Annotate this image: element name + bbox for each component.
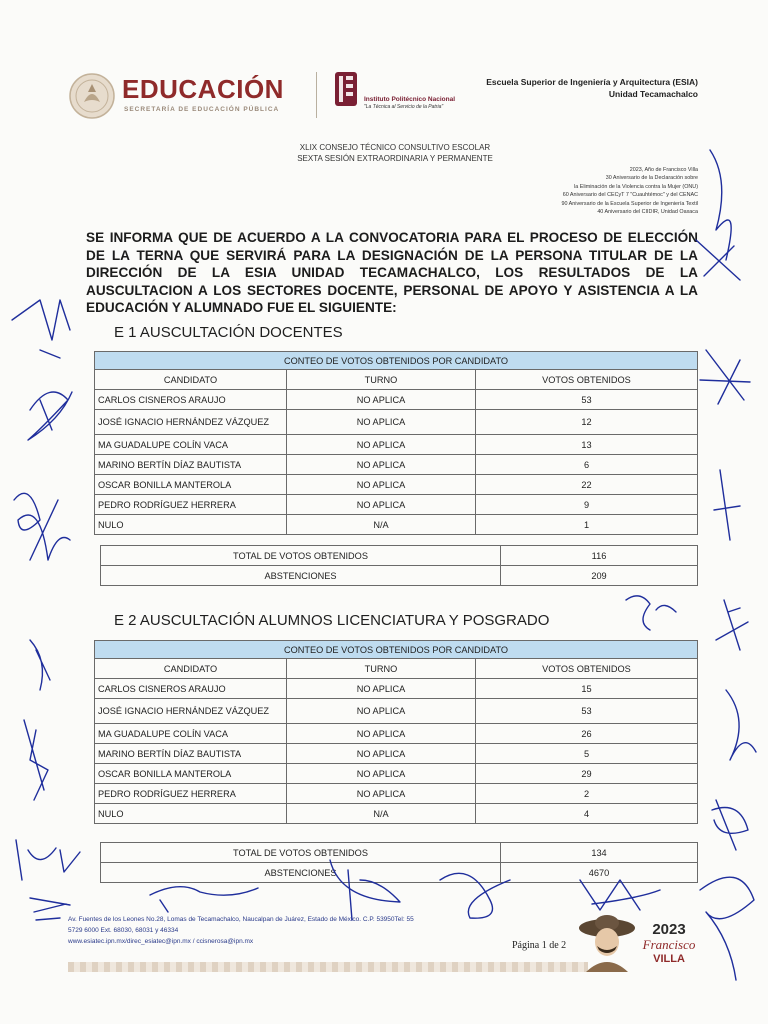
- footer-phone: 5729 6000 Ext. 68030, 68031 y 46334: [68, 927, 179, 934]
- table-row: [95, 390, 698, 410]
- signature: [726, 690, 756, 760]
- signature: [12, 300, 70, 358]
- turno-cell: NO APLICA: [287, 495, 476, 515]
- commemoration-line: la Eliminación de la Violencia contra la Mujer (ONU): [574, 183, 698, 190]
- total-value: 116: [501, 546, 698, 566]
- year-2023-francisco-villa-logo: [636, 918, 702, 972]
- signature: [700, 350, 750, 404]
- turno-cell: NO APLICA: [287, 475, 476, 495]
- votes-cell: 1: [476, 515, 698, 535]
- commemoration-line: 2023, Año de Francisco Villa: [629, 167, 698, 173]
- column-header: VOTOS OBTENIDOS: [476, 659, 698, 679]
- turno-cell: NO APLICA: [287, 699, 476, 724]
- total-row: [101, 843, 698, 863]
- ministry-name: EDUCACIÓN: [122, 74, 284, 104]
- commemoration-line: 40 Aniversario del CIIDIR, Unidad Oaxaca: [597, 209, 698, 216]
- abstentions-row: [101, 566, 698, 586]
- candidate-name: MA GUADALUPE COLÍN VACA: [95, 724, 287, 744]
- section-title-alumnos: E 2 AUSCULTACIÓN ALUMNOS LICENCIATURA Y POSGRADO: [114, 612, 550, 629]
- logo-year: 2023: [652, 921, 686, 938]
- votes-cell: 26: [476, 724, 698, 744]
- total-label: TOTAL DE VOTOS OBTENIDOS: [101, 546, 501, 566]
- footer-emails[interactable]: www.esiatec.ipn.mx/direc_esiatec@ipn.mx / ccisnerosa@ipn.mx: [68, 938, 254, 945]
- abstentions-value: 209: [501, 566, 698, 586]
- column-header: CANDIDATO: [95, 659, 287, 679]
- candidate-name: CARLOS CISNEROS ARAUJO: [95, 390, 287, 410]
- candidate-name: MARINO BERTÍN DÍAZ BAUTISTA: [95, 455, 287, 475]
- table-row: [95, 435, 698, 455]
- page-number: Página 1 de 2: [512, 940, 567, 951]
- signature: [580, 880, 660, 910]
- footer-address: Av. Fuentes de los Leones No.28, Lomas de Tecamachalco, Naucalpan de Juárez, Estado de México. C.P. 53950Tel: 55: [68, 916, 414, 923]
- signature: [696, 240, 740, 280]
- logo-name-2: VILLA: [653, 953, 685, 965]
- column-header: TURNO: [287, 370, 476, 390]
- votes-cell: 2: [476, 784, 698, 804]
- table-row: [95, 515, 698, 535]
- column-header: TURNO: [287, 659, 476, 679]
- table-caption: CONTEO DE VOTOS OBTENIDOS POR CANDIDATO: [95, 352, 698, 370]
- turno-cell: NO APLICA: [287, 784, 476, 804]
- francisco-villa-portrait-icon: [578, 912, 636, 972]
- candidate-name: PEDRO RODRÍGUEZ HERRERA: [95, 784, 287, 804]
- abstentions-label: ABSTENCIONES: [101, 863, 501, 883]
- footer-ornament-band: [68, 962, 588, 972]
- signature: [626, 596, 676, 630]
- total-label: TOTAL DE VOTOS OBTENIDOS: [101, 843, 501, 863]
- votes-cell: 29: [476, 764, 698, 784]
- table-row: [95, 764, 698, 784]
- turno-cell: NO APLICA: [287, 390, 476, 410]
- column-header: CANDIDATO: [95, 370, 287, 390]
- signature: [30, 898, 70, 920]
- school-unit: Unidad Tecamachalco: [608, 89, 698, 99]
- session-title: SEXTA SESIÓN EXTRAORDINARIA Y PERMANENTE: [297, 154, 493, 163]
- abstentions-row: [101, 863, 698, 883]
- candidate-name: OSCAR BONILLA MANTEROLA: [95, 475, 287, 495]
- table-header-row: [95, 370, 698, 390]
- turno-cell: N/A: [287, 515, 476, 535]
- table-header-row: [95, 659, 698, 679]
- signature: [700, 877, 754, 980]
- signature: [712, 800, 748, 850]
- votes-cell: 53: [476, 699, 698, 724]
- signature: [716, 600, 748, 650]
- logo-name-1: Francisco: [642, 937, 696, 952]
- table-row: [95, 495, 698, 515]
- table-row: [95, 455, 698, 475]
- votes-cell: 13: [476, 435, 698, 455]
- mexico-coat-of-arms-icon: [68, 72, 116, 120]
- institute-motto: "La Técnica al Servicio de la Patria": [364, 104, 444, 110]
- table-row: [95, 724, 698, 744]
- commemoration-line: 60 Aniversario del CECyT 7 "Cuauhtémoc" y del CENAC: [562, 192, 698, 199]
- votes-cell: 22: [476, 475, 698, 495]
- total-row: [101, 546, 698, 566]
- commemorations: [460, 166, 698, 216]
- institute-name: Instituto Politécnico Nacional: [364, 96, 456, 103]
- votes-cell: 6: [476, 455, 698, 475]
- votes-cell: 9: [476, 495, 698, 515]
- table-row: [95, 410, 698, 435]
- signature: [28, 392, 72, 440]
- column-header: VOTOS OBTENIDOS: [476, 370, 698, 390]
- turno-cell: NO APLICA: [287, 724, 476, 744]
- abstentions-value: 4670: [501, 863, 698, 883]
- votes-table-alumnos: [94, 640, 698, 824]
- table-caption: CONTEO DE VOTOS OBTENIDOS POR CANDIDATO: [95, 641, 698, 659]
- ministry-subtitle: SECRETARÍA DE EDUCACIÓN PÚBLICA: [124, 106, 280, 113]
- votes-cell: 12: [476, 410, 698, 435]
- commemoration-line: 90 Aniversario de la Escuela Superior de Ingeniería Textil: [561, 200, 698, 207]
- signature: [714, 470, 740, 540]
- votes-cell: 5: [476, 744, 698, 764]
- table-row: [95, 679, 698, 699]
- table-row: [95, 784, 698, 804]
- candidate-name: MA GUADALUPE COLÍN VACA: [95, 435, 287, 455]
- commemoration-line: 30 Aniversario de la Declaración sobre: [605, 175, 698, 182]
- council-title: XLIX CONSEJO TÉCNICO CONSULTIVO ESCOLAR: [299, 143, 491, 152]
- signature: [150, 887, 258, 912]
- candidate-name: MARINO BERTÍN DÍAZ BAUTISTA: [95, 744, 287, 764]
- turno-cell: N/A: [287, 804, 476, 824]
- table-row: [95, 475, 698, 495]
- table-caption-row: [95, 352, 698, 370]
- candidate-name: NULO: [95, 515, 287, 535]
- candidate-name: OSCAR BONILLA MANTEROLA: [95, 764, 287, 784]
- candidate-name: JOSÉ IGNACIO HERNÁNDEZ VÁZQUEZ: [95, 410, 287, 435]
- signature: [16, 840, 80, 880]
- signature: [710, 150, 731, 260]
- votes-cell: 53: [476, 390, 698, 410]
- section-title-docentes: E 1 AUSCULTACIÓN DOCENTES: [114, 324, 343, 341]
- candidate-name: PEDRO RODRÍGUEZ HERRERA: [95, 495, 287, 515]
- candidate-name: JOSÉ IGNACIO HERNÁNDEZ VÁZQUEZ: [95, 699, 287, 724]
- table-row: [95, 744, 698, 764]
- votes-table-docentes: [94, 351, 698, 535]
- totals-table-alumnos: [100, 842, 698, 883]
- turno-cell: NO APLICA: [287, 764, 476, 784]
- table-row: [95, 804, 698, 824]
- candidate-name: CARLOS CISNEROS ARAUJO: [95, 679, 287, 699]
- signature: [30, 640, 50, 690]
- votes-cell: 15: [476, 679, 698, 699]
- school-name: Escuela Superior de Ingeniería y Arquitectura (ESIA): [486, 77, 698, 87]
- turno-cell: NO APLICA: [287, 435, 476, 455]
- candidate-name: NULO: [95, 804, 287, 824]
- turno-cell: NO APLICA: [287, 455, 476, 475]
- totals-table-docentes: [100, 545, 698, 586]
- total-value: 134: [501, 843, 698, 863]
- turno-cell: NO APLICA: [287, 744, 476, 764]
- signature: [14, 493, 70, 560]
- turno-cell: NO APLICA: [287, 679, 476, 699]
- table-row: [95, 699, 698, 724]
- header-divider: [316, 72, 317, 118]
- signature: [24, 720, 48, 800]
- intro-paragraph: SE INFORMA QUE DE ACUERDO A LA CONVOCATORIA PARA EL PROCESO DE ELECCIÓN DE LA TERNA QUE SERVIRÁ PARA LA DESIGNACIÓN DE LA PERSONA TITULAR DE LA DIRECCIÓN DE LA ESIA UNIDAD TECAMACHALCO, LOS RESULTADOS DE LA AUSCULTACION A LOS SECTORES DOCENTE, PERSONAL DE APOYO Y ASISTENCIA A LA EDUCACIÓN Y ALUMNADO FUE EL SIGUIENTE:: [86, 230, 698, 316]
- votes-cell: 4: [476, 804, 698, 824]
- table-caption-row: [95, 641, 698, 659]
- turno-cell: NO APLICA: [287, 410, 476, 435]
- ipn-logo-icon: [333, 70, 359, 108]
- abstentions-label: ABSTENCIONES: [101, 566, 501, 586]
